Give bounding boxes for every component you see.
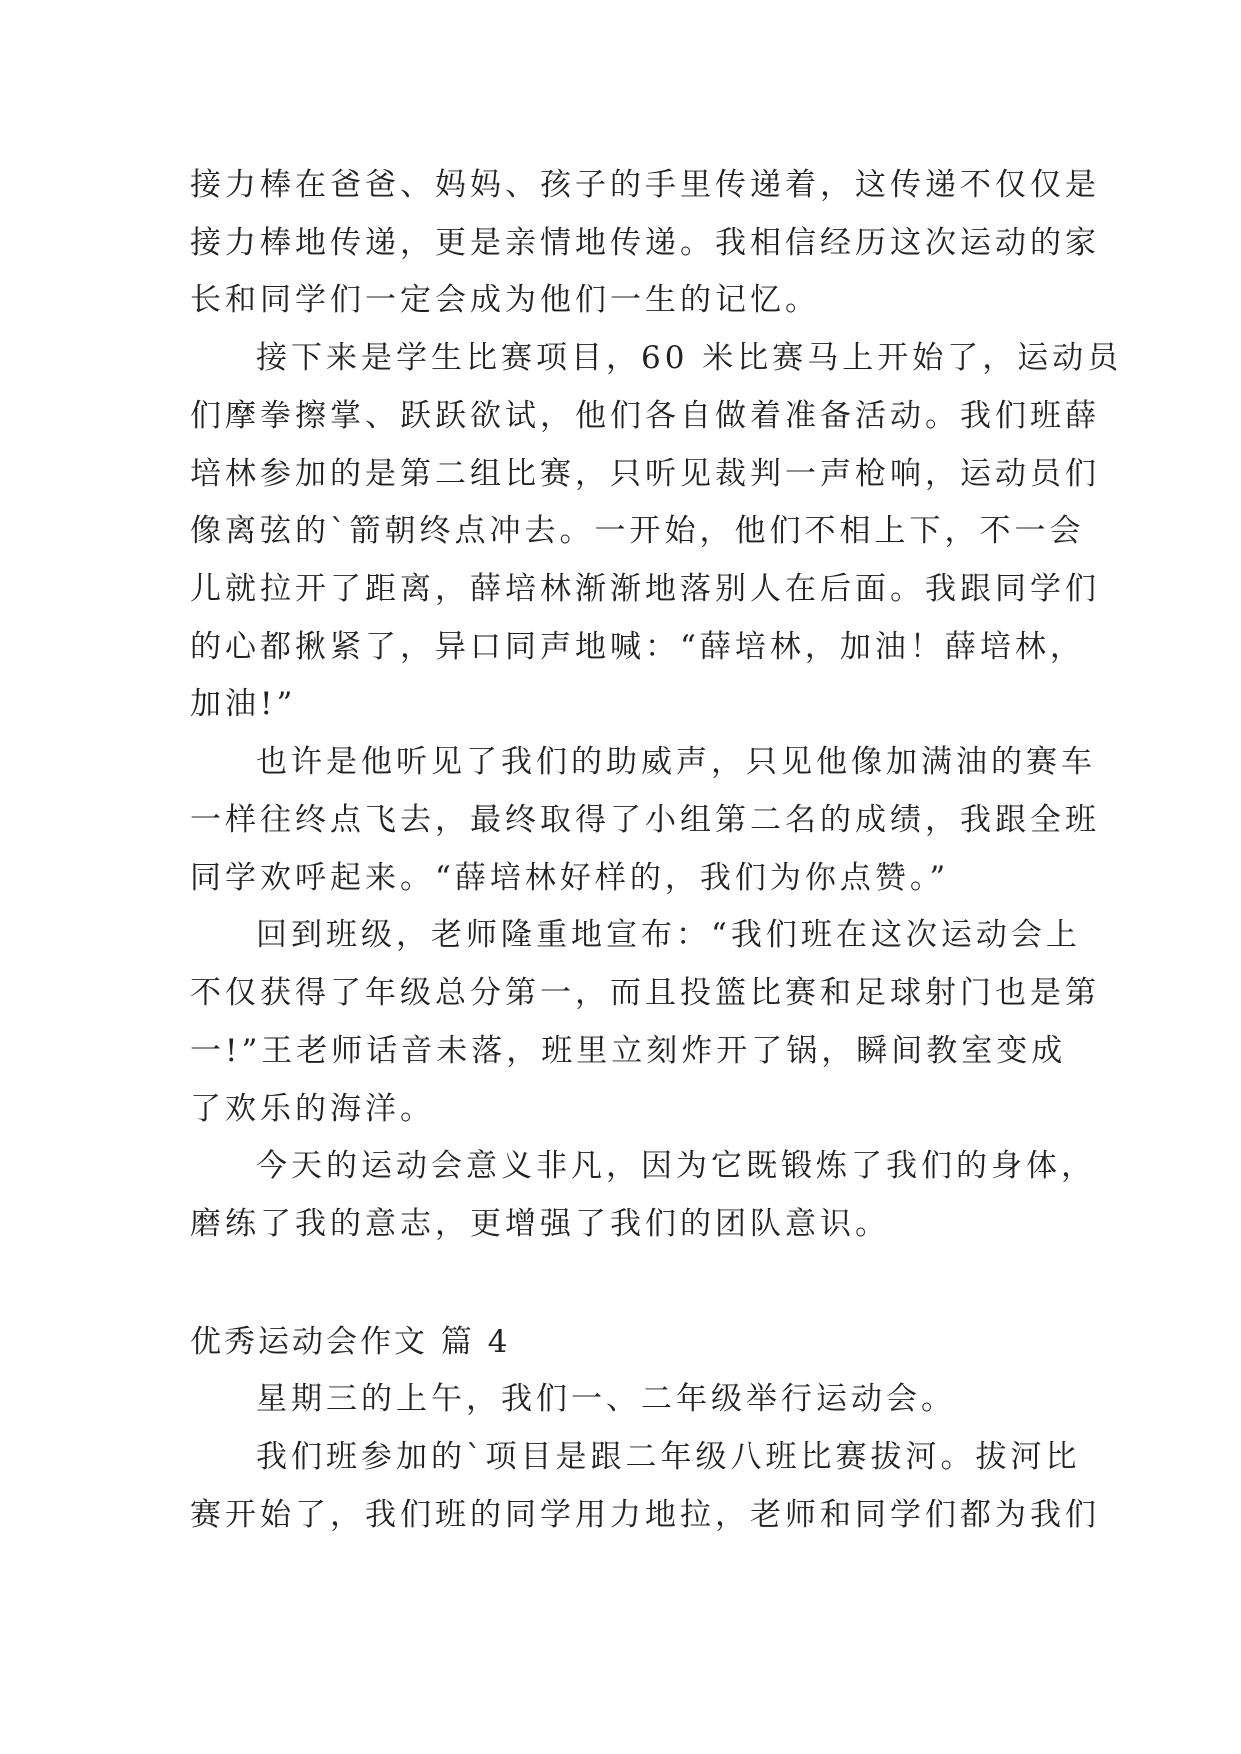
paragraph-line: 的心都揪紧了，异口同声地喊：“薛培林，加油！薛培林，	[190, 629, 1085, 665]
paragraph-line: 我们班参加的`项目是跟二年级八班比赛拔河。拔河比	[256, 1439, 1081, 1475]
paragraph-line: 儿就拉开了距离，薛培林渐渐地落别人在后面。我跟同学们	[190, 571, 1100, 607]
paragraph-line: 今天的运动会意义非凡，因为它既锻炼了我们的身体，	[256, 1148, 1096, 1184]
paragraph-line: 赛开始了，我们班的同学用力地拉，老师和同学们都为我们	[190, 1497, 1100, 1533]
paragraph-line: 同学欢呼起来。“薛培林好样的，我们为你点赞。”	[190, 860, 950, 896]
paragraph-line: 像离弦的`箭朝终点冲去。一开始，他们不相上下，不一会	[190, 513, 1085, 549]
paragraph-line: 们摩拳擦掌、跃跃欲试，他们各自做着准备活动。我们班薛	[190, 398, 1100, 434]
paragraph-line: 了欢乐的海洋。	[190, 1091, 435, 1127]
paragraph-line: 回到班级，老师隆重地宣布：“我们班在这次运动会上	[256, 917, 1081, 953]
paragraph-line: 星期三的上午，我们一、二年级举行运动会。	[256, 1381, 956, 1417]
paragraph-line: 磨练了我的意志，更增强了我们的团队意识。	[190, 1206, 890, 1242]
paragraph-line: 接力棒地传递，更是亲情地传递。我相信经历这次运动的家	[190, 225, 1100, 261]
paragraph-line: 一样往终点飞去，最终取得了小组第二名的成绩，我跟全班	[190, 802, 1100, 838]
paragraph-line: 长和同学们一定会成为他们一生的记忆。	[190, 282, 820, 318]
paragraph-line: 加油!”	[190, 686, 297, 722]
paragraph-line: 不仅获得了年级总分第一，而且投篮比赛和足球射门也是第	[190, 975, 1100, 1011]
paragraph-line: 接力棒在爸爸、妈妈、孩子的手里传递着，这传递不仅仅是	[190, 167, 1100, 203]
paragraph-line: 接下来是学生比赛项目，60 米比赛马上开始了，运动员	[256, 340, 1123, 376]
paragraph-line: 培林参加的是第二组比赛，只听见裁判一声枪响，运动员们	[190, 456, 1100, 492]
section-heading: 优秀运动会作文 篇 4	[190, 1324, 511, 1360]
paragraph-line: 也许是他听见了我们的助威声，只见他像加满油的赛车	[256, 744, 1096, 780]
paragraph-line: 一!”王老师话音未落，班里立刻炸开了锅，瞬间教室变成	[190, 1033, 1067, 1069]
